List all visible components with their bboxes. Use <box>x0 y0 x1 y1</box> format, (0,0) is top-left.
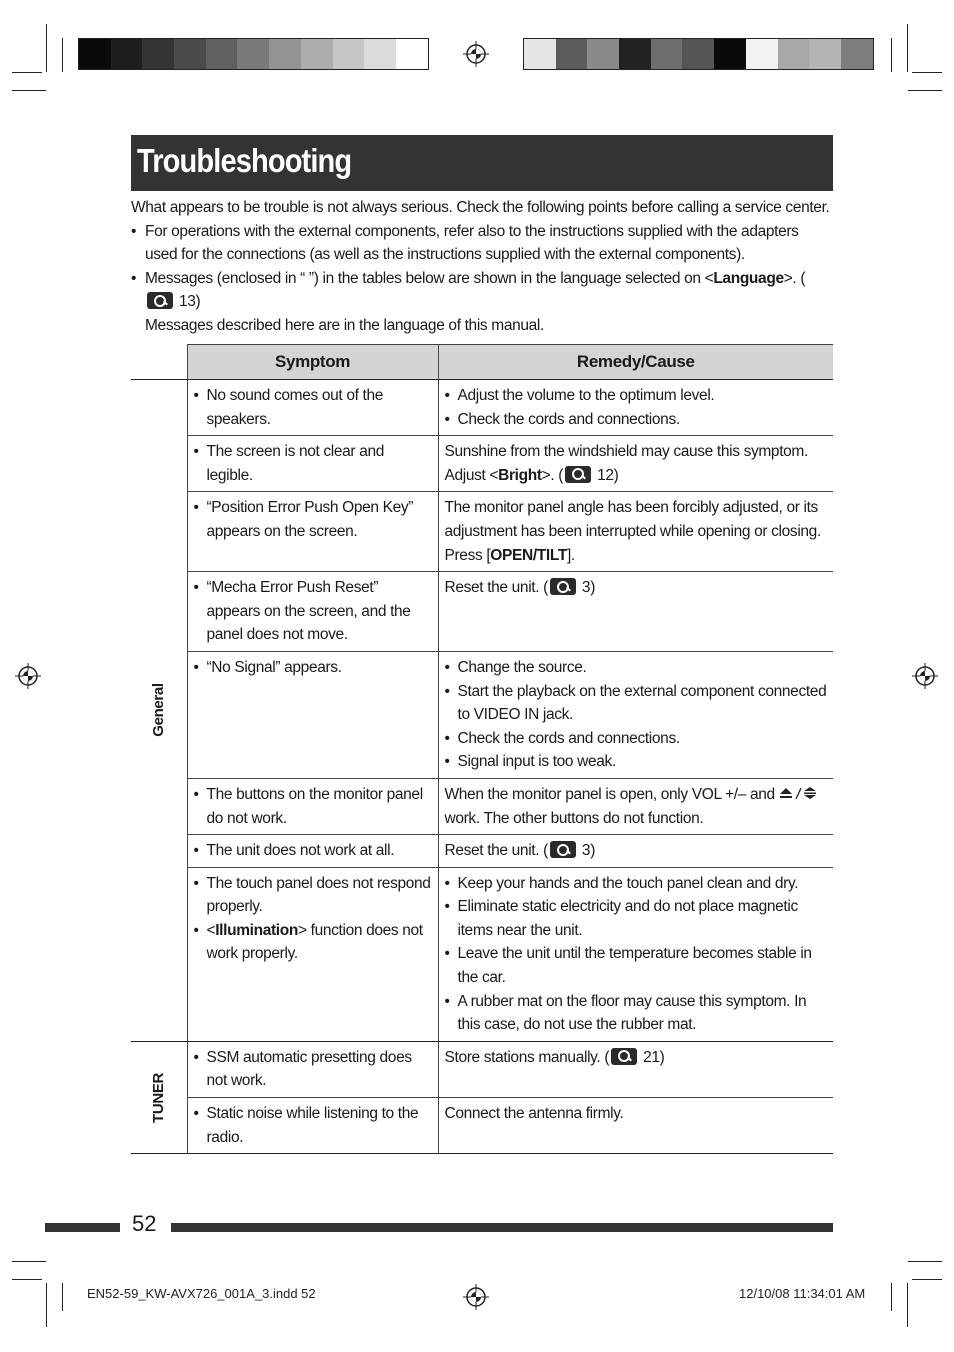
registration-mark-icon <box>463 41 489 67</box>
registration-mark-icon <box>463 1284 489 1310</box>
intro-text: What appears to be trouble is not always serious. Check the following points before calling a service center. <box>131 199 830 216</box>
table-row <box>131 380 833 436</box>
symptom-header: Symptom <box>187 345 438 380</box>
remedy-text: • Signal input is too weak. <box>445 750 828 774</box>
symptom-text: • <Illumination> function does not work properly. <box>194 919 432 966</box>
symptom-text: • The screen is not clear and legible. <box>194 440 432 487</box>
page-reference-icon <box>611 1048 637 1065</box>
troubleshooting-table <box>131 344 833 1154</box>
page-reference-icon <box>565 466 591 483</box>
symptom-text: • “Mecha Error Push Reset” appears on the screen, and the panel does not move. <box>194 576 432 647</box>
remedy-text: • A rubber mat on the floor may cause this symptom. In this case, do not use the rubber mat. <box>445 990 828 1037</box>
page-title: Troubleshooting <box>137 142 352 179</box>
page-reference-icon <box>550 578 576 595</box>
symptom-text: • No sound comes out of the speakers. <box>194 384 432 431</box>
symptom-text: • Static noise while listening to the radio. <box>194 1102 432 1149</box>
color-swatch <box>237 39 269 69</box>
color-swatch <box>142 39 174 69</box>
remedy-text: When the monitor panel is open, only VOL +/– and work. The other buttons do not function. <box>438 778 833 834</box>
color-swatch <box>778 39 810 69</box>
remedy-header: Remedy/Cause <box>438 345 833 380</box>
color-swatch <box>651 39 683 69</box>
color-calibration-bar-left <box>78 38 429 70</box>
footer-rule-left <box>45 1223 120 1232</box>
symptom-text: • “No Signal” appears. <box>194 656 432 680</box>
remedy-text: • Change the source. <box>445 656 828 680</box>
crop-mark <box>907 1283 908 1327</box>
remedy-text: • Eliminate static electricity and do not place magnetic items near the unit. <box>445 895 828 942</box>
category-tuner: TUNER <box>131 1041 187 1153</box>
slug-timestamp: 12/10/08 11:34:01 AM <box>739 1286 866 1301</box>
crop-mark <box>912 72 942 73</box>
remedy-text: • Keep your hands and the touch panel clean and dry. <box>445 872 828 896</box>
color-swatch <box>556 39 588 69</box>
color-swatch <box>809 39 841 69</box>
color-swatch <box>841 39 873 69</box>
remedy-text: • Start the playback on the external component connected to VIDEO IN jack. <box>445 680 828 727</box>
color-swatch <box>364 39 396 69</box>
remedy-text: • Adjust the volume to the optimum level. <box>445 384 828 408</box>
crop-mark <box>12 72 42 73</box>
page-number: 52 <box>132 1211 157 1236</box>
eject-tilt-icon <box>779 786 823 800</box>
color-swatch <box>269 39 301 69</box>
remedy-text: Reset the unit. ( 3) <box>438 572 833 652</box>
registration-mark-icon <box>15 663 41 689</box>
slug-filename: EN52-59_KW-AVX726_001A_3.indd 52 <box>87 1286 316 1301</box>
table-row <box>131 835 833 868</box>
symptom-text: • “Position Error Push Open Key” appears on the screen. <box>194 496 432 543</box>
color-swatch <box>714 39 746 69</box>
remedy-text: Store stations manually. ( 21) <box>438 1041 833 1097</box>
symptom-text: • SSM automatic presetting does not work. <box>194 1046 432 1093</box>
category-general: General <box>131 380 187 1042</box>
color-swatch <box>524 39 556 69</box>
intro-bullet: • For operations with the external components, refer also to the instructions supplied with the adapters used for the connections (as well as the instructions supplied with the external components). <box>131 220 833 267</box>
color-swatch <box>79 39 111 69</box>
symptom-text: • The buttons on the monitor panel do not work. <box>194 783 432 830</box>
crop-mark <box>908 1261 942 1262</box>
remedy-text: • Check the cords and connections. <box>445 727 828 751</box>
table-row <box>131 651 833 778</box>
remedy-text: The monitor panel angle has been forcibly adjusted, or its adjustment has been interrupted while opening or closing. Press [OPEN/TILT]. <box>438 492 833 572</box>
table-row <box>131 436 833 492</box>
color-swatch <box>682 39 714 69</box>
crop-mark <box>891 1283 892 1311</box>
remedy-text: • Check the cords and connections. <box>445 408 828 432</box>
remedy-text: • Leave the unit until the temperature becomes stable in the car. <box>445 942 828 989</box>
color-swatch <box>206 39 238 69</box>
title-banner <box>131 135 833 191</box>
remedy-text: Reset the unit. ( 3) <box>438 835 833 868</box>
crop-mark <box>12 1261 46 1262</box>
remedy-text: Sunshine from the windshield may cause this symptom. Adjust <Bright>. ( 12) <box>438 436 833 492</box>
color-calibration-bar-right <box>523 38 874 70</box>
remedy-text: Connect the antenna firmly. <box>438 1098 833 1154</box>
crop-mark <box>908 90 942 91</box>
crop-mark <box>912 1279 942 1280</box>
symptom-text: • The unit does not work at all. <box>194 839 432 863</box>
crop-mark <box>62 1283 63 1311</box>
page-reference-icon <box>147 292 173 309</box>
color-swatch <box>746 39 778 69</box>
table-row <box>131 492 833 572</box>
symptom-text: • The touch panel does not respond properly. <box>194 872 432 919</box>
crop-mark <box>46 24 47 72</box>
table-row <box>131 867 833 1041</box>
color-swatch <box>396 39 428 69</box>
intro-section <box>131 196 833 338</box>
crop-mark <box>46 1283 47 1327</box>
crop-mark <box>12 90 46 91</box>
table-row <box>131 778 833 834</box>
intro-bullet: • Messages (enclosed in “ ”) in the tables below are shown in the language selected on <Language>. ( 13) Messages described here are in the language of this manual. <box>131 267 833 338</box>
color-swatch <box>587 39 619 69</box>
crop-mark <box>891 38 892 72</box>
page-reference-icon <box>550 841 576 858</box>
table-row <box>131 1041 833 1097</box>
color-swatch <box>174 39 206 69</box>
table-row <box>131 572 833 652</box>
table-row <box>131 1098 833 1154</box>
crop-mark <box>12 1279 42 1280</box>
color-swatch <box>619 39 651 69</box>
color-swatch <box>301 39 333 69</box>
color-swatch <box>333 39 365 69</box>
crop-mark <box>907 24 908 72</box>
footer-rule-right <box>171 1223 833 1232</box>
registration-mark-icon <box>912 663 938 689</box>
color-swatch <box>111 39 143 69</box>
crop-mark <box>62 38 63 72</box>
